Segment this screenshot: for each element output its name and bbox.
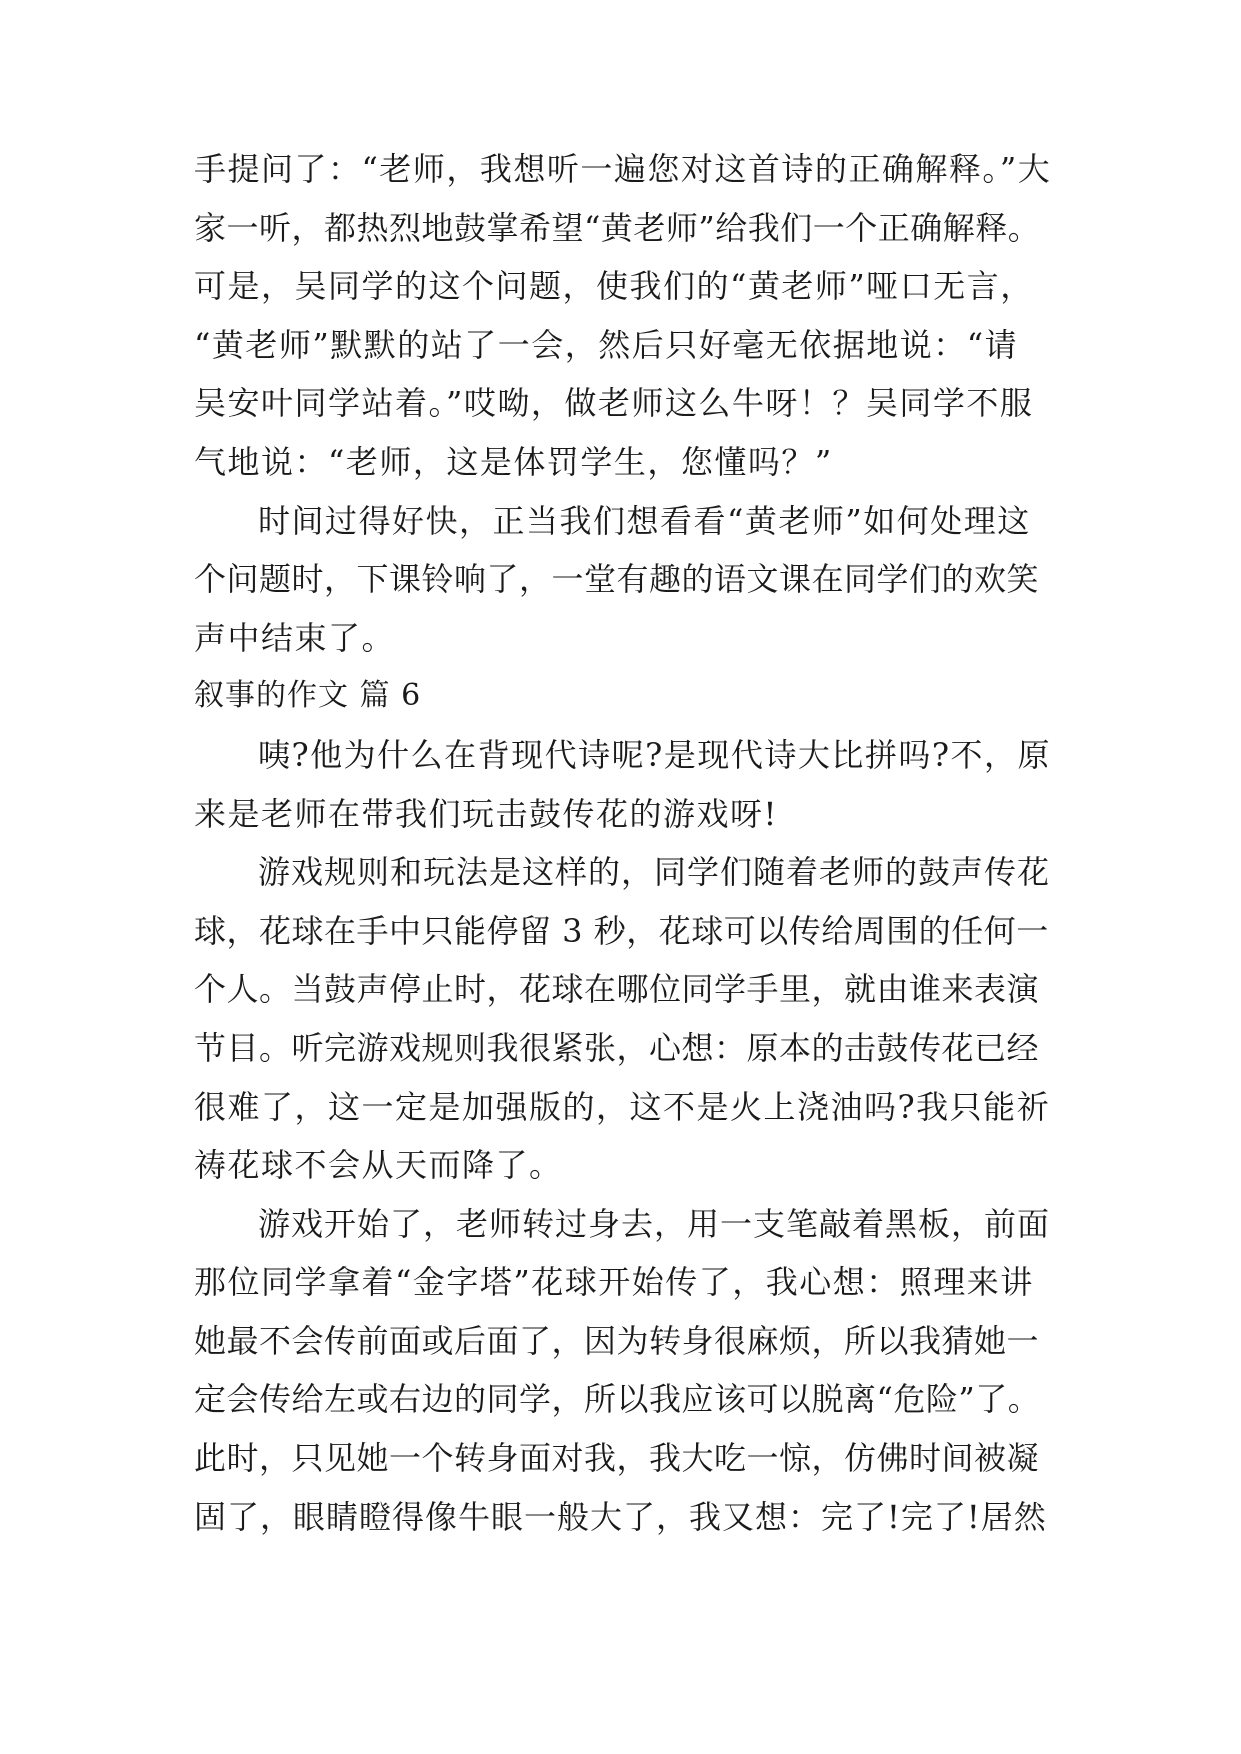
text-line: 节目。听完游戏规则我很紧张，心想：原本的击鼓传花已经 (194, 1028, 1040, 1067)
text-line: 手提问了：“老师，我想听一遍您对这首诗的正确解释。”大 (194, 150, 1052, 188)
document-body (194, 140, 1051, 1546)
text-line: 此时，只见她一个转身面对我，我大吃一惊，仿佛时间被凝 (194, 1439, 1040, 1478)
text-line: “黄老师”默默的站了一会，然后只好毫无依据地说：“请 (194, 325, 1019, 364)
paragraph-first-line: 咦?他为什么在背现代诗呢?是现代诗大比拼吗?不，原 (258, 735, 1051, 774)
section-heading: 叙事的作文 篇 6 (194, 678, 422, 714)
text-line: 球，花球在手中只能停留 3 秒，花球可以传给周围的任何一 (194, 911, 1049, 950)
text-line: 很难了，这一定是加强版的，这不是火上浇油吗?我只能祈 (194, 1087, 1051, 1126)
text-line: 祷花球不会从天而降了。 (194, 1146, 563, 1185)
text-line: 固了，眼睛瞪得像牛眼一般大了，我又想：完了!完了!居然 (194, 1497, 1047, 1536)
text-line: 来是老师在带我们玩击鼓传花的游戏呀! (194, 794, 778, 833)
text-line: 个人。当鼓声停止时，花球在哪位同学手里，就由谁来表演 (194, 970, 1040, 1009)
text-line: 气地说：“老师，这是体罚学生，您懂吗？” (194, 442, 833, 481)
text-line: 吴安叶同学站着。”哎呦，做老师这么牛呀！？吴同学不服 (194, 384, 1034, 423)
paragraph-first-line: 游戏规则和玩法是这样的，同学们随着老师的鼓声传花 (258, 853, 1051, 892)
text-line: 那位同学拿着“金字塔”花球开始传了，我心想：照理来讲 (194, 1263, 1034, 1302)
text-line: 家一听，都热烈地鼓掌希望“黄老师”给我们一个正确解释。 (194, 208, 1041, 247)
text-line: 她最不会传前面或后面了，因为转身很麻烦，所以我猜她一 (194, 1321, 1040, 1360)
text-line: 声中结束了。 (194, 618, 396, 657)
text-line: 可是，吴同学的这个问题，使我们的“黄老师”哑口无言， (194, 267, 1034, 306)
text-line: 定会传给左或右边的同学，所以我应该可以脱离“危险”了。 (194, 1380, 1041, 1419)
paragraph-first-line: 时间过得好快，正当我们想看看“黄老师”如何处理这 (258, 501, 1031, 540)
paragraph-first-line: 游戏开始了，老师转过身去，用一支笔敲着黑板，前面 (258, 1204, 1051, 1243)
text-line: 个问题时，下课铃响了，一堂有趣的语文课在同学们的欢笑 (194, 560, 1040, 599)
